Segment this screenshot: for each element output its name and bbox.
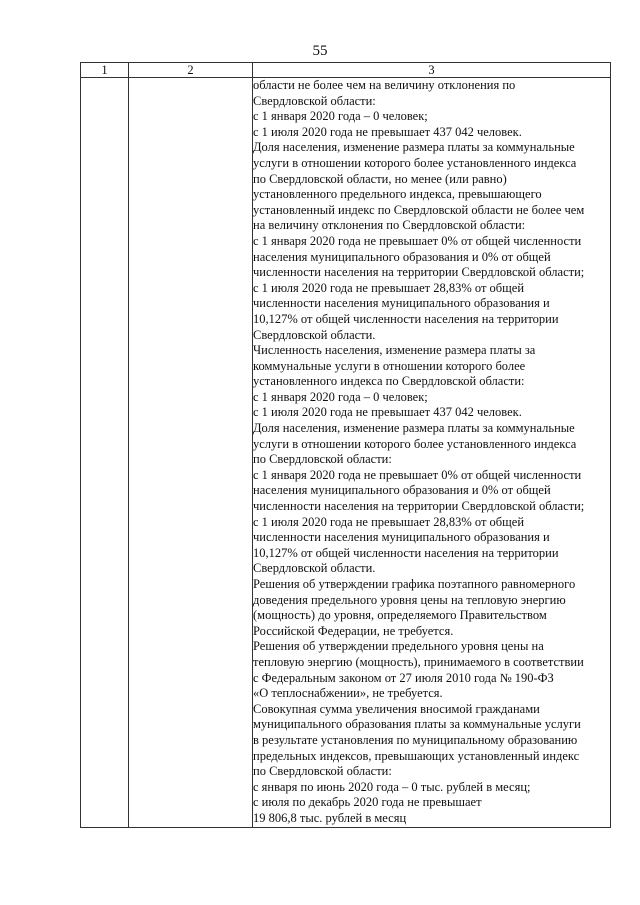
text-line: с 1 января 2020 года – 0 человек; xyxy=(253,109,428,124)
text-line: с 1 июля 2020 года не превышает 28,83% от общей xyxy=(253,280,525,295)
text-line: доведения предельного уровня цены на тепловую энергию xyxy=(253,592,566,607)
text-line: установленного предельного индекса, превышающего xyxy=(253,187,542,202)
text-line: населения муниципального образования и 0% от общей xyxy=(253,249,551,264)
text-line: предельных индексов, превышающих установленный индекс xyxy=(253,748,580,763)
text-line: (мощность) до уровня, определяемого Правительством xyxy=(253,608,547,623)
text-line: с 1 июля 2020 года не превышает 28,83% от общей xyxy=(253,514,525,529)
text-line: численности населения на территории Свердловской области; xyxy=(253,499,585,514)
text-line: с 1 января 2020 года – 0 человек; xyxy=(253,389,428,404)
cell-column-3 xyxy=(253,78,611,828)
text-line: Доля населения, изменение размера платы за коммунальные xyxy=(253,140,575,155)
column-header-2: 2 xyxy=(129,63,253,78)
text-line: Свердловской области. xyxy=(253,561,376,576)
text-line: с июля по декабрь 2020 года не превышает xyxy=(253,795,482,810)
text-line: коммунальные услуги в отношении которого более xyxy=(253,358,526,373)
text-line: в результате установления по муниципальному образованию xyxy=(253,732,578,747)
text-line: Численность населения, изменение размера платы за xyxy=(253,343,536,358)
text-line: на величину отклонения по Свердловской области: xyxy=(253,218,526,233)
page-number: 55 xyxy=(312,43,328,59)
text-line: численности населения на территории Свердловской области; xyxy=(253,265,585,280)
text-line: населения муниципального образования и 0% от общей xyxy=(253,483,551,498)
column-header-3: 3 xyxy=(253,63,611,78)
text-line: с 1 января 2020 года не превышает 0% от общей численности xyxy=(253,467,582,482)
text-line: Свердловской области. xyxy=(253,327,376,342)
cell-column-1 xyxy=(81,78,129,828)
text-line: с Федеральным законом от 27 июля 2010 года № 190-ФЗ xyxy=(253,670,554,685)
text-line: Решения об утверждении графика поэтапного равномерного xyxy=(253,577,576,591)
text-line: 10,127% от общей численности населения на территории xyxy=(253,311,559,326)
text-line: численности населения муниципального образования и xyxy=(253,530,550,545)
table-row xyxy=(81,78,611,828)
text-line: Совокупная сумма увеличения вносимой гражданами xyxy=(253,701,540,716)
column-header-1: 1 xyxy=(81,63,129,78)
text-line: численности населения муниципального образования и xyxy=(253,296,550,311)
text-line: с января по июнь 2020 года – 0 тыс. рублей в месяц; xyxy=(253,779,531,794)
text-line: Решения об утверждении предельного уровня цены на xyxy=(253,639,544,654)
table-header-row xyxy=(81,63,611,78)
document-table xyxy=(80,62,611,828)
text-line: по Свердловской области, но менее (или равно) xyxy=(253,171,507,186)
text-line: установленный индекс по Свердловской области не более чем xyxy=(253,202,585,217)
text-line: 10,127% от общей численности населения на территории xyxy=(253,545,559,560)
text-line: области не более чем на величину отклонения по xyxy=(253,78,516,92)
text-line: Российской Федерации, не требуется. xyxy=(253,623,454,638)
text-line: с 1 января 2020 года не превышает 0% от общей численности xyxy=(253,233,582,248)
text-line: Доля населения, изменение размера платы за коммунальные xyxy=(253,421,575,436)
text-line: услуги в отношении которого более установленного индекса xyxy=(253,436,577,451)
text-line: по Свердловской области: xyxy=(253,452,392,467)
text-line: Свердловской области: xyxy=(253,93,376,108)
text-line: с 1 июля 2020 года не превышает 437 042 человек. xyxy=(253,405,522,420)
text-line: по Свердловской области: xyxy=(253,764,392,779)
text-line: «О теплоснабжении», не требуется. xyxy=(253,686,443,701)
text-line: установленного индекса по Свердловской области: xyxy=(253,374,525,389)
text-line: 19 806,8 тыс. рублей в месяц xyxy=(253,810,407,825)
text-line: услуги в отношении которого более установленного индекса xyxy=(253,155,577,170)
text-line: муниципального образования платы за коммунальные услуги xyxy=(253,717,581,732)
text-line: с 1 июля 2020 года не превышает 437 042 человек. xyxy=(253,124,522,139)
cell-column-2 xyxy=(129,78,253,828)
text-line: тепловую энергию (мощность), принимаемого в соответствии xyxy=(253,654,584,669)
